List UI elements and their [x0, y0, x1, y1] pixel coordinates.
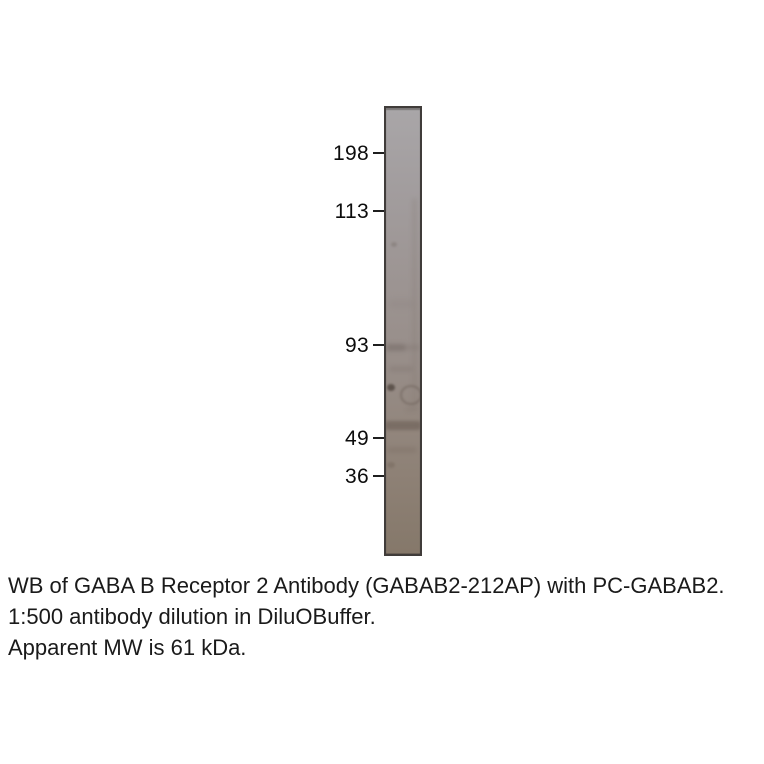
blot-speck-lower-left	[387, 462, 395, 468]
mw-marker-tick	[373, 437, 384, 439]
mw-marker-label: 93	[345, 333, 369, 357]
blot-lane	[384, 106, 422, 556]
mw-marker-tick	[373, 475, 384, 477]
figure-caption	[8, 570, 758, 663]
blot-streak-right	[412, 198, 417, 408]
mw-marker-label: 113	[334, 199, 369, 223]
blot-band-93	[386, 344, 406, 351]
mw-marker-tick	[373, 152, 384, 154]
mw-marker-198	[0, 139, 384, 167]
caption-line-2: 1:500 antibody dilution in DiluOBuffer.	[8, 604, 376, 629]
blot-ring-artifact	[400, 385, 422, 405]
mw-marker-36	[0, 462, 384, 490]
mw-marker-113	[0, 197, 384, 225]
blot-smudge-right	[405, 407, 419, 412]
blot-band-61-main	[385, 421, 420, 430]
mw-marker-tick	[373, 210, 384, 212]
mw-marker-tick	[373, 344, 384, 346]
blot-band-faint-86	[389, 366, 413, 372]
caption-line-3: Apparent MW is 61 kDa.	[8, 635, 247, 660]
blot-speck-upper	[391, 242, 397, 247]
mw-marker-label: 198	[333, 141, 369, 165]
blot-speck-dot	[387, 384, 395, 391]
caption-line-1: WB of GABA B Receptor 2 Antibody (GABAB2-212AP) with PC-GABAB2.	[8, 573, 725, 598]
mw-marker-49	[0, 424, 384, 452]
blot-band-faint-45	[387, 447, 418, 453]
mw-marker-label: 49	[345, 426, 369, 450]
mw-marker-label: 36	[345, 464, 369, 488]
mw-marker-93	[0, 331, 384, 359]
blot-band-93-tail	[405, 345, 420, 350]
blot-smudge-mid	[389, 300, 413, 308]
